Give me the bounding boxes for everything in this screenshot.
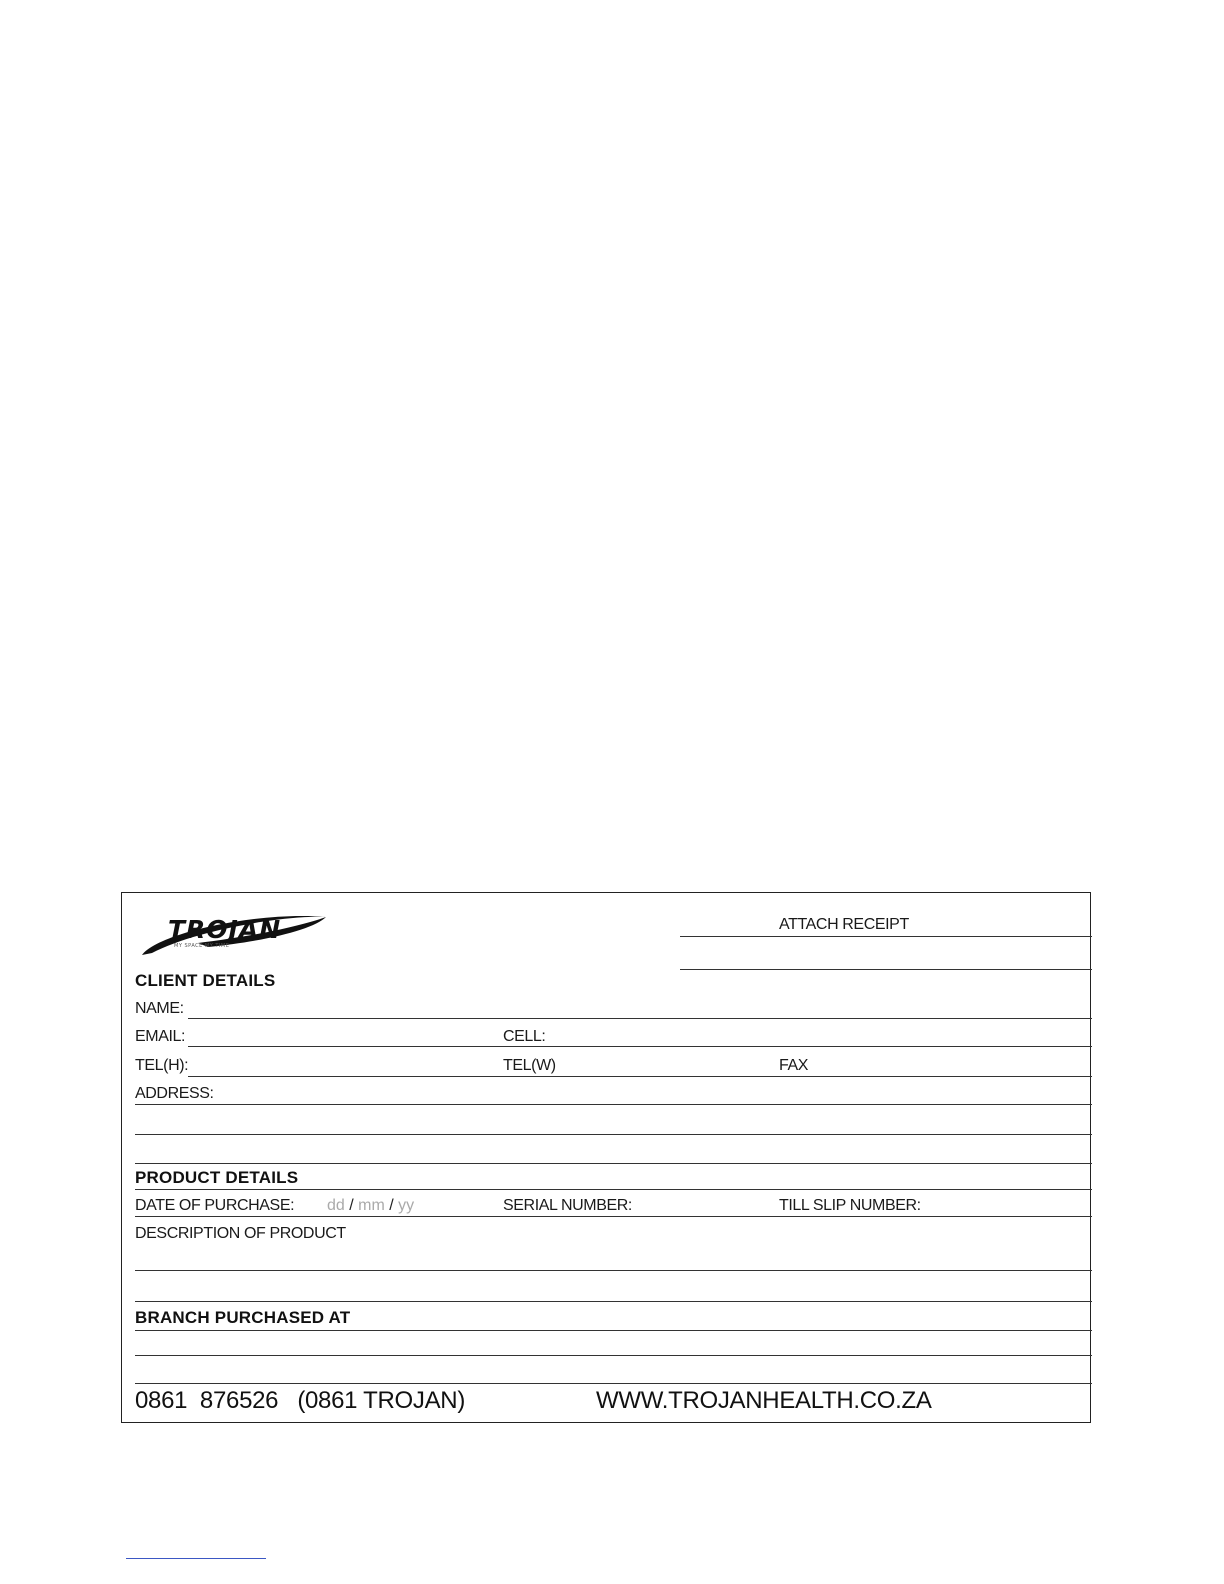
email-field[interactable] (188, 1046, 1092, 1047)
address-line-3[interactable] (135, 1163, 1092, 1164)
cell-label: CELL: (503, 1028, 546, 1045)
date-of-purchase-field[interactable] (327, 1197, 414, 1215)
branch-purchased-heading: BRANCH PURCHASED AT (135, 1308, 351, 1327)
email-label: EMAIL: (135, 1028, 186, 1045)
tel-fields-line[interactable] (188, 1076, 1092, 1077)
product-details-heading: PRODUCT DETAILS (135, 1168, 299, 1187)
attach-receipt-label: ATTACH RECEIPT (779, 916, 909, 933)
date-day-placeholder: dd (327, 1197, 345, 1214)
branch-line-2[interactable] (135, 1355, 1092, 1356)
logo-wordmark: TROJAN (168, 915, 282, 944)
product-heading-rule (135, 1189, 1092, 1190)
branch-line-1[interactable] (135, 1330, 1092, 1331)
description-line-2[interactable] (135, 1301, 1092, 1302)
address-line-1[interactable] (135, 1104, 1092, 1105)
description-line-1[interactable] (135, 1270, 1092, 1271)
date-year-placeholder: yy (398, 1197, 415, 1214)
logo-tagline: MY SPACE MY TIME (174, 943, 230, 949)
name-field[interactable] (188, 1018, 1092, 1019)
client-details-heading: CLIENT DETAILS (135, 971, 276, 990)
description-of-product-label: DESCRIPTION OF PRODUCT (135, 1225, 346, 1242)
tel-work-label: TEL(W) (503, 1057, 556, 1074)
date-month-placeholder: mm (358, 1197, 385, 1214)
contact-phone: 0861 876526 (0861 TROJAN) (135, 1387, 466, 1414)
serial-number-label: SERIAL NUMBER: (503, 1197, 632, 1214)
date-separator-1: / (349, 1197, 354, 1214)
branch-line-3[interactable] (135, 1383, 1092, 1384)
receipt-line-2 (680, 969, 1092, 970)
trojan-logo (138, 903, 330, 959)
date-separator-2: / (389, 1197, 394, 1214)
warranty-card (121, 892, 1091, 1423)
address-label: ADDRESS: (135, 1085, 214, 1102)
tel-home-label: TEL(H): (135, 1057, 189, 1074)
name-label: NAME: (135, 1000, 184, 1017)
date-of-purchase-label: DATE OF PURCHASE: (135, 1197, 295, 1214)
fax-label: FAX (779, 1057, 809, 1074)
till-slip-number-label: TILL SLIP NUMBER: (779, 1197, 921, 1214)
website-link[interactable]: WWW.TROJANHEALTH.CO.ZA (596, 1387, 932, 1414)
page-link-underline[interactable] (126, 1558, 266, 1559)
receipt-line-1 (680, 936, 1092, 937)
address-line-2[interactable] (135, 1134, 1092, 1135)
purchase-info-line[interactable] (135, 1216, 1092, 1217)
